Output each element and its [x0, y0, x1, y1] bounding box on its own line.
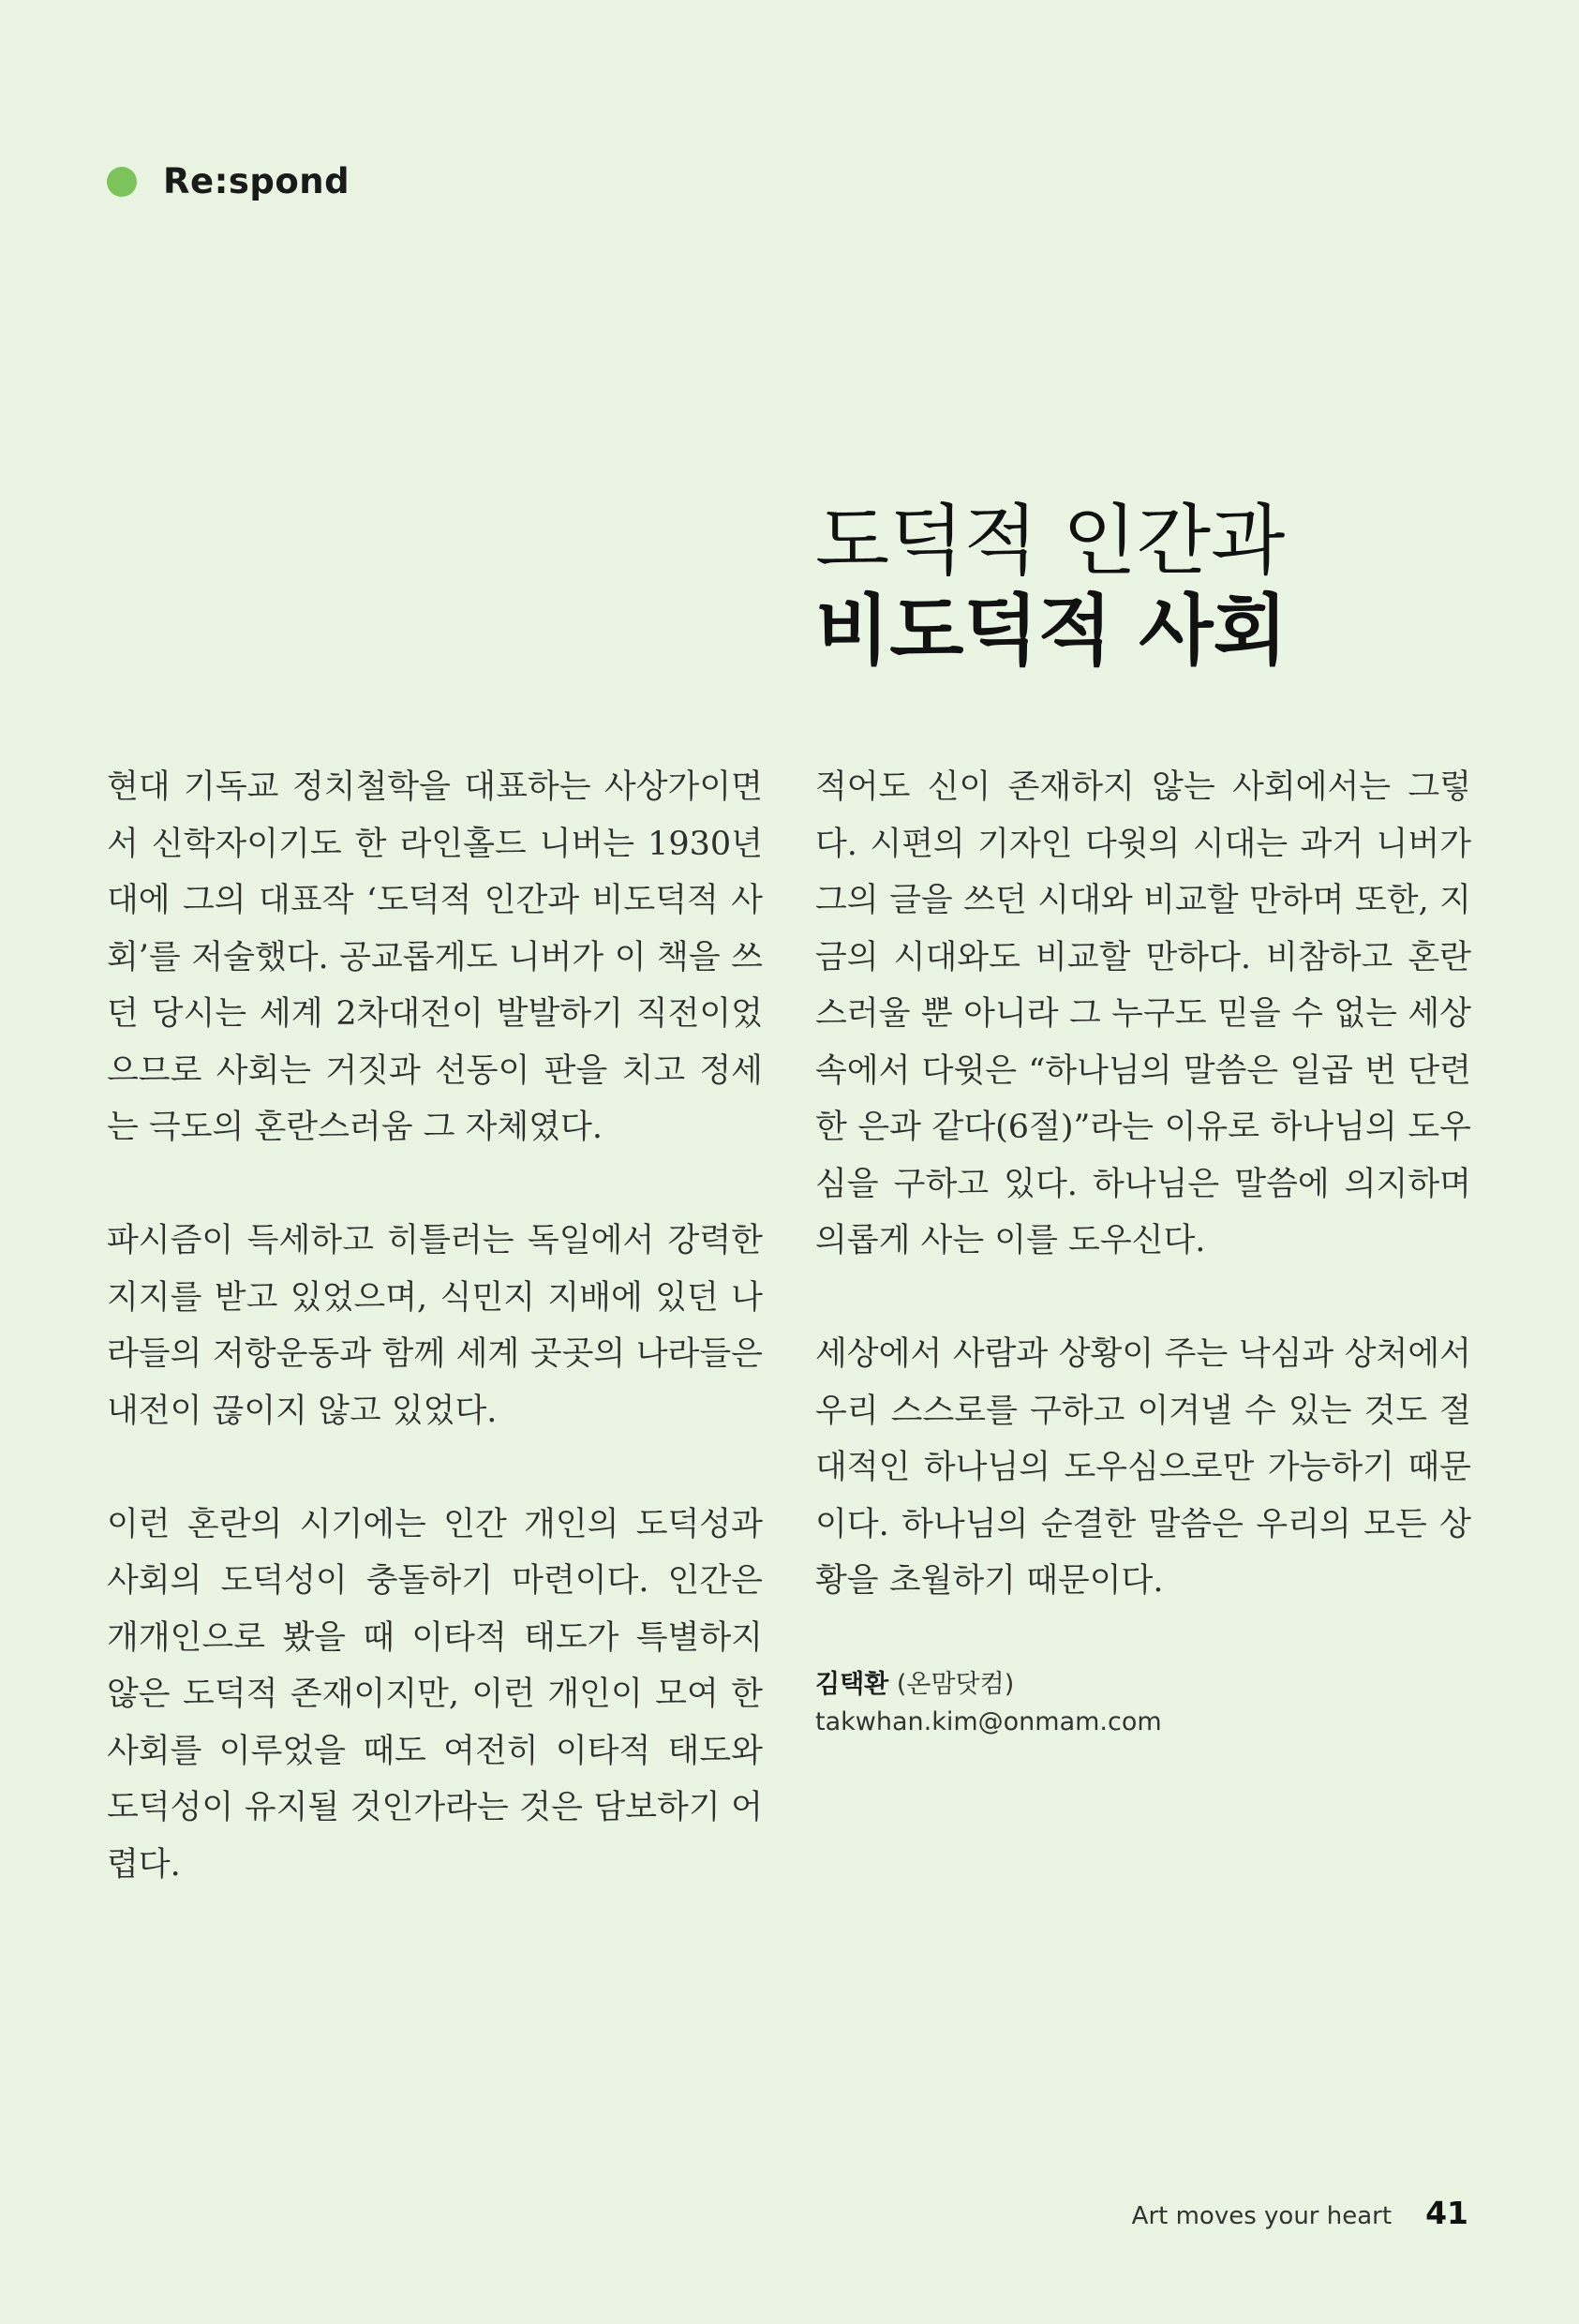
author-email: takwhan.kim@onmam.com	[815, 1707, 1162, 1736]
article-title	[815, 497, 1288, 677]
author-info	[815, 1666, 1471, 1741]
article-title-line1: 도덕적 인간과	[815, 497, 1286, 586]
page-footer	[1132, 2195, 1468, 2231]
section-header	[107, 161, 350, 201]
paragraph: 세상에서 사람과 상황이 주는 낙심과 상처에서 우리 스스로를 구하고 이겨낼 수 있는 것도 절대적인 하나님의 도우심으로만 가능하기 때문이다. 하나님의 순결한 말씀은 우리의 모든 상황을 초월하기 때문이다.	[815, 1335, 1471, 1600]
author-name: 김택환	[815, 1670, 889, 1699]
paragraph: 현대 기독교 정치철학을 대표하는 사상가이면서 신학자이기도 한 라인홀드 니버는 1930년대에 그의 대표작 ‘도덕적 인간과 비도덕적 사회’를 저술했다. 공교롭게도 니버가 이 책을 쓰던 당시는 세계 2차대전이 발발하기 직전이었으므로 사회는 거짓과 선동이 판을 치고 정세는 극도의 혼란스러움 그 자체였다.	[107, 768, 763, 1146]
page-number: 41	[1425, 2195, 1468, 2231]
article-title-line2: 비도덕적 사회	[815, 587, 1288, 676]
paragraph: 이런 혼란의 시기에는 인간 개인의 도덕성과 사회의 도덕성이 충돌하기 마련이다. 인간은 개개인으로 봤을 때 이타적 태도가 특별하지 않은 도덕적 존재이지만, 이런 개인이 모여 한 사회를 이루었을 때도 여전히 이타적 태도와 도덕성이 유지될 것인가라는 것은 담보하기 어렵다.	[107, 1505, 763, 1884]
footer-tagline: Art moves your heart	[1131, 2202, 1393, 2230]
paragraph: 파시즘이 득세하고 히틀러는 독일에서 강력한 지지를 받고 있었으며, 식민지 지배에 있던 나라들의 저항운동과 함께 세계 곳곳의 나라들은 내전이 끊이지 않고 있었다.	[107, 1222, 763, 1430]
section-label: Re:spond	[163, 161, 350, 201]
section-dot-icon	[107, 167, 137, 197]
author-affiliation: (온맘닷컴)	[896, 1670, 1015, 1699]
left-column	[107, 759, 763, 1950]
paragraph: 적어도 신이 존재하지 않는 사회에서는 그렇다. 시편의 기자인 다윗의 시대는 과거 니버가 그의 글을 쓰던 시대와 비교할 만하며 또한, 지금의 시대와도 비교할 만하다. 비참하고 혼란스러울 뿐 아니라 그 누구도 믿을 수 없는 세상 속에서 다윗은 “하나님의 말씀은 일곱 번 단련한 은과 같다(6절)”라는 이유로 하나님의 도우심을 구하고 있다. 하나님은 말씀에 의지하며 의롭게 사는 이를 도우신다.	[815, 768, 1471, 1259]
right-column	[815, 759, 1471, 1741]
